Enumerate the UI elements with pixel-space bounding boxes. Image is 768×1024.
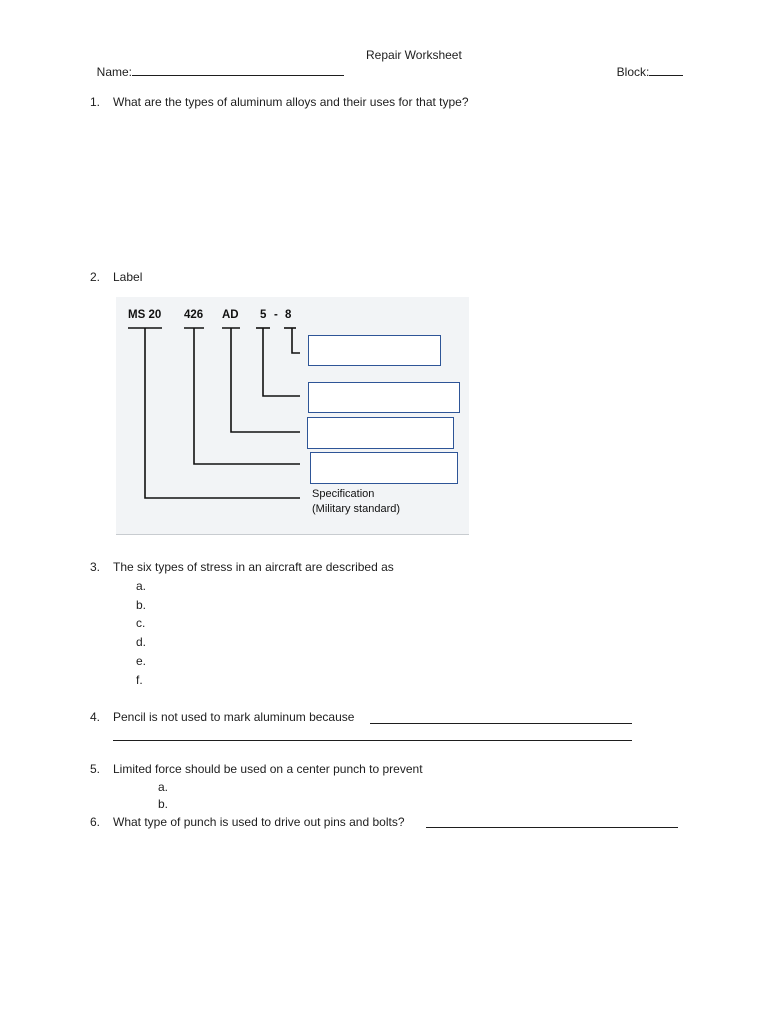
question-text: What are the types of aluminum alloys and their uses for that type? (113, 95, 469, 109)
question-number: 4. (90, 710, 101, 724)
question-text: What type of punch is used to drive out pins and bolts? (113, 815, 405, 829)
answer-line[interactable] (370, 723, 632, 724)
question-number: 3. (90, 560, 101, 574)
code-5: 5 (260, 309, 267, 321)
answer-box-length[interactable] (308, 335, 441, 366)
code-dash: - (274, 309, 278, 321)
list-item: a. (136, 579, 147, 593)
question-text: Label (113, 270, 143, 284)
answer-box-diameter[interactable] (308, 382, 460, 413)
question-number: 6. (90, 815, 101, 829)
list-item: a. (158, 780, 169, 794)
answer-line-2[interactable] (113, 740, 632, 741)
name-field (90, 47, 344, 80)
question-number: 5. (90, 762, 101, 776)
list-item: e. (136, 654, 147, 668)
list-item: f. (136, 673, 143, 687)
list-item: c. (136, 616, 146, 630)
name-label: Name: (96, 65, 133, 79)
list-item: d. (136, 635, 147, 649)
block-blank[interactable] (649, 63, 683, 76)
list-item: b. (136, 598, 147, 612)
question-text: The six types of stress in an aircraft are described as (113, 560, 394, 574)
list-item: b. (158, 797, 169, 811)
question-number: 2. (90, 270, 101, 284)
question-number: 1. (90, 95, 101, 109)
answer-box-material[interactable] (307, 417, 454, 449)
code-426: 426 (184, 309, 204, 321)
name-blank[interactable] (132, 63, 344, 76)
question-text: Limited force should be used on a center punch to prevent (113, 762, 423, 776)
block-field (610, 47, 683, 80)
answer-box-head-type[interactable] (310, 452, 458, 484)
code-ms20: MS 20 (128, 309, 162, 321)
answer-line[interactable] (426, 827, 678, 828)
question-text: Pencil is not used to mark aluminum because (113, 710, 355, 724)
code-ad: AD (222, 309, 239, 321)
diagram-leader-lines (116, 297, 469, 534)
worksheet-title: Repair Worksheet (366, 48, 462, 62)
block-label: Block: (616, 65, 650, 79)
code-8: 8 (285, 309, 292, 321)
spec-label: Specification (Military standard) (312, 488, 401, 515)
rivet-code-diagram (116, 297, 469, 535)
